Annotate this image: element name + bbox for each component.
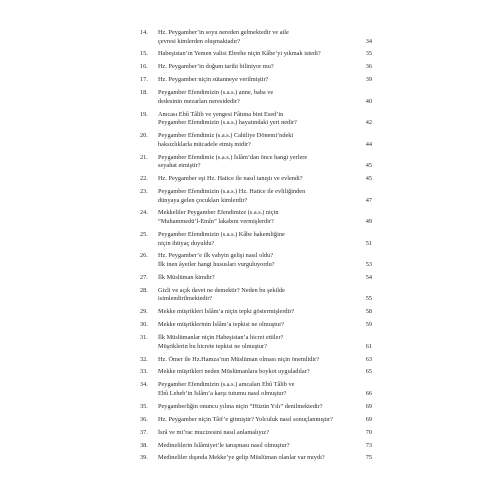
toc-entry-title-line: Peygamberliğin onuncu yılına niçin “Hüzün Yılı” denilmektedir?	[158, 402, 323, 410]
toc-entry-page-number: 54	[365, 273, 372, 281]
toc-entry-title-line: dedesinin mezarları neresidedir?	[158, 97, 240, 105]
toc-entry	[140, 381, 372, 398]
toc-entry-number: 32.	[140, 355, 148, 363]
toc-entry-title-line: Peygamber Efendimizin (s.a.s.) Hz. Hatice ile evliliğinden	[158, 187, 306, 195]
toc-entry-number: 39.	[140, 454, 148, 462]
toc-entry-title-line: İlk inen âyetler hangi hususları vurguluyordu?	[158, 261, 275, 269]
toc-entry-title	[158, 132, 372, 149]
toc-entry-page-number: 40	[365, 97, 372, 105]
toc-entry	[140, 252, 372, 269]
toc-entry	[140, 416, 372, 425]
toc-entry-title	[158, 416, 372, 425]
toc-entry	[140, 50, 372, 59]
toc-entry-number: 34.	[140, 381, 148, 389]
toc-entry	[140, 321, 372, 330]
toc-entry-page-number: 49	[365, 218, 372, 226]
toc-entry-title-line: isimlendirilmektedir?	[158, 295, 213, 303]
toc-entry-title-line: niçin ihtiyaç duyuldu?	[158, 239, 215, 247]
toc-entry-title-line: Medinelilerin İslâmiyet’le tanışması nasıl olmuştur?	[158, 441, 290, 449]
toc-entry-title	[158, 429, 372, 438]
toc-entry-page-number: 65	[365, 368, 372, 376]
toc-entry-title-line: Peygamber Efendimizin (s.a.s.) hayatındaki yeri nedir?	[158, 119, 297, 127]
toc-entry-title	[158, 356, 372, 365]
toc-entry	[140, 287, 372, 304]
toc-entry-page-number: 75	[365, 454, 372, 462]
toc-entry-number: 20.	[140, 132, 148, 140]
toc-entry-number: 23.	[140, 187, 148, 195]
toc-entry-title	[158, 63, 372, 72]
toc-entry-number: 35.	[140, 402, 148, 410]
toc-entry-title	[158, 321, 372, 330]
toc-entry	[140, 231, 372, 248]
toc-entry-title-line: haksızlıklarla mücadele etmiş midir?	[158, 140, 251, 148]
toc-entry	[140, 442, 372, 451]
toc-entry-title-line: Mekke müşrikleri İslâm’a niçin tepki göstermişlerdir?	[158, 308, 295, 316]
toc-entry-page-number: 53	[365, 261, 372, 269]
toc-entry-title	[158, 231, 372, 248]
table-of-contents	[140, 29, 372, 463]
toc-entry-title-line: seyahat etmiştir?	[158, 162, 201, 170]
toc-entry-page-number: 63	[365, 355, 372, 363]
toc-entry	[140, 429, 372, 438]
toc-entry-number: 16.	[140, 63, 148, 71]
toc-entry-page-number: 45	[365, 162, 372, 170]
toc-entry-title-line: Hz. Peygamber niçin Tâif’e gitmiştir? Yolculuk nasıl sonuçlanmıştır?	[158, 415, 333, 423]
toc-entry-title-line: Peygamber Efendimizin (s.a.s.) amcaları Ebû Tâlib ve	[158, 381, 295, 389]
toc-entry-page-number: 69	[365, 402, 372, 410]
toc-entry-title-line: Gizli ve açık davet ne demektir? Neden bu şekilde	[158, 286, 285, 294]
toc-entry-title-line: Mekke müşrikleri neden Müslümanlara boykot uyguladılar?	[158, 368, 310, 376]
toc-entry-title	[158, 334, 372, 351]
toc-entry-title-line: Müşriklerin bu hicrete tepkisi ne olmuştur?	[158, 342, 267, 350]
toc-entry-title	[158, 154, 372, 171]
toc-entry-page-number: 42	[365, 119, 372, 127]
toc-entry-page-number: 45	[365, 175, 372, 183]
toc-entry-title	[158, 381, 372, 398]
toc-entry-title	[158, 175, 372, 184]
toc-entry-title-line: dünyaya gelen çocukları kimlerdir?	[158, 196, 248, 204]
toc-entry-number: 33.	[140, 368, 148, 376]
toc-entry	[140, 356, 372, 365]
toc-entry-title-line: Peygamber Efendimizin (s.a.s.) anne, baba ve	[158, 89, 274, 97]
toc-entry-page-number: 66	[365, 389, 372, 397]
toc-entry	[140, 89, 372, 106]
toc-entry	[140, 132, 372, 149]
toc-entry-number: 36.	[140, 415, 148, 423]
toc-entry-title	[158, 287, 372, 304]
toc-entry-number: 28.	[140, 286, 148, 294]
toc-entry-number: 37.	[140, 428, 148, 436]
toc-entry	[140, 454, 372, 463]
toc-entry-page-number: 35	[365, 50, 372, 58]
toc-entry-title	[158, 50, 372, 59]
toc-entry-title	[158, 111, 372, 128]
toc-entry-number: 19.	[140, 110, 148, 118]
toc-entry-title	[158, 209, 372, 226]
toc-entry-number: 21.	[140, 153, 148, 161]
toc-entry-title-line: İlk Müslümanlar niçin Habeşistan’a hicret ettiler?	[158, 334, 284, 342]
toc-entry-title-line: İlk Müslüman kimdir?	[158, 273, 215, 281]
toc-entry-title	[158, 29, 372, 46]
toc-entry-page-number: 69	[365, 415, 372, 423]
toc-entry-title	[158, 454, 372, 463]
toc-entry-title-line: Peygamber Efendimizin (s.a.s.) Kâbe hakemliğine	[158, 230, 285, 238]
toc-entry-title	[158, 188, 372, 205]
toc-entry-title-line: Hz. Peygamber’e ilk vahyin gelişi nasıl oldu?	[158, 252, 274, 260]
toc-entry	[140, 308, 372, 317]
toc-entry-title-line: Hz. Ömer ile Hz.Hamza’nın Müslüman olması niçin önemlidir?	[158, 355, 320, 363]
toc-entry-title	[158, 252, 372, 269]
toc-entry-page-number: 36	[365, 63, 372, 71]
toc-entry-title	[158, 308, 372, 317]
toc-entry-title	[158, 89, 372, 106]
toc-entry-number: 26.	[140, 252, 148, 260]
toc-entry-page-number: 73	[365, 441, 372, 449]
toc-entry-title	[158, 76, 372, 85]
toc-entry-title	[158, 274, 372, 283]
toc-entry-number: 31.	[140, 334, 148, 342]
toc-entry	[140, 403, 372, 412]
toc-entry-page-number: 59	[365, 321, 372, 329]
toc-entry-title-line: “Muhammedü’l-Emîn” lakabını vermişlerdir?	[158, 218, 274, 226]
toc-entry	[140, 111, 372, 128]
toc-entry-number: 27.	[140, 273, 148, 281]
toc-entry-number: 38.	[140, 441, 148, 449]
toc-entry-page-number: 70	[365, 428, 372, 436]
toc-entry-number: 14.	[140, 29, 148, 36]
toc-entry-title	[158, 403, 372, 412]
toc-entry-page-number: 51	[365, 239, 372, 247]
toc-entry	[140, 154, 372, 171]
toc-entry-number: 25.	[140, 230, 148, 238]
toc-entry-title-line: Hz. Peygamber’in doğum tarihi biliniyor mu?	[158, 63, 274, 71]
toc-entry-page-number: 44	[365, 140, 372, 148]
toc-entry-page-number: 39	[365, 76, 372, 84]
toc-entry-title-line: Peygamber Efendimiz (s.a.s.) Cahiliye Dönemi’ndeki	[158, 132, 294, 140]
toc-entry-number: 17.	[140, 76, 148, 84]
toc-entry-page-number: 34	[365, 37, 372, 45]
toc-entry-page-number: 47	[365, 196, 372, 204]
toc-entry-title-line: çevresi kimlerden oluşmaktadır?	[158, 37, 241, 45]
toc-entry	[140, 368, 372, 377]
toc-entry-number: 15.	[140, 50, 148, 58]
toc-entry	[140, 76, 372, 85]
toc-entry-title	[158, 368, 372, 377]
toc-entry-title-line: Hz. Peygamber eşi Hz. Hatice ile nasıl tanıştı ve evlendi?	[158, 175, 303, 183]
toc-entry-title-line: Medineliler dışında Mekke’ye gelip Müslüman olanlar var mıydı?	[158, 454, 325, 462]
toc-entry	[140, 209, 372, 226]
toc-entry	[140, 63, 372, 72]
toc-entry	[140, 29, 372, 46]
toc-entry	[140, 334, 372, 351]
toc-entry	[140, 188, 372, 205]
toc-entry-number: 24.	[140, 209, 148, 217]
toc-entry-title-line: Peygamber Efendimiz (s.a.s.) İslâm’dan önce hangi yerlere	[158, 153, 308, 161]
toc-entry-page-number: 61	[365, 342, 372, 350]
toc-entry-title-line: Mekkeliler Peygamber Efendimize (s.a.s.) niçin	[158, 209, 279, 217]
toc-entry-title-line: Amcası Ebû Tâlib ve yengesi Fâtıma bint Esed’in	[158, 110, 284, 118]
toc-entry-number: 29.	[140, 308, 148, 316]
toc-entry-title	[158, 442, 372, 451]
toc-entry	[140, 274, 372, 283]
toc-entry-title-line: Habeşistan’ın Yemen valisi Ebrehe niçin Kâbe’yi yıkmak istedi?	[158, 50, 321, 58]
toc-entry-page-number: 58	[365, 308, 372, 316]
toc-entry-number: 30.	[140, 321, 148, 329]
toc-entry-title-line: İsrâ ve mi’rac mucizesini nasıl anlamalıyız?	[158, 428, 270, 436]
toc-entry-title-line: Hz. Peygamber niçin sütanneye verilmiştir?	[158, 76, 269, 84]
toc-entry-title-line: Mekke müşriklerinin İslâm’a tepkisi ne olmuştur?	[158, 321, 285, 329]
toc-entry-title-line: Ebû Leheb’in İslâm’a karşı tutumu nasıl olmuştur?	[158, 389, 287, 397]
toc-entry-page-number: 55	[365, 295, 372, 303]
toc-entry-title-line: Hz. Peygamber’in soyu nereden gelmektedir ve aile	[158, 29, 289, 36]
toc-entry	[140, 175, 372, 184]
toc-entry-number: 22.	[140, 175, 148, 183]
toc-entry-number: 18.	[140, 89, 148, 97]
